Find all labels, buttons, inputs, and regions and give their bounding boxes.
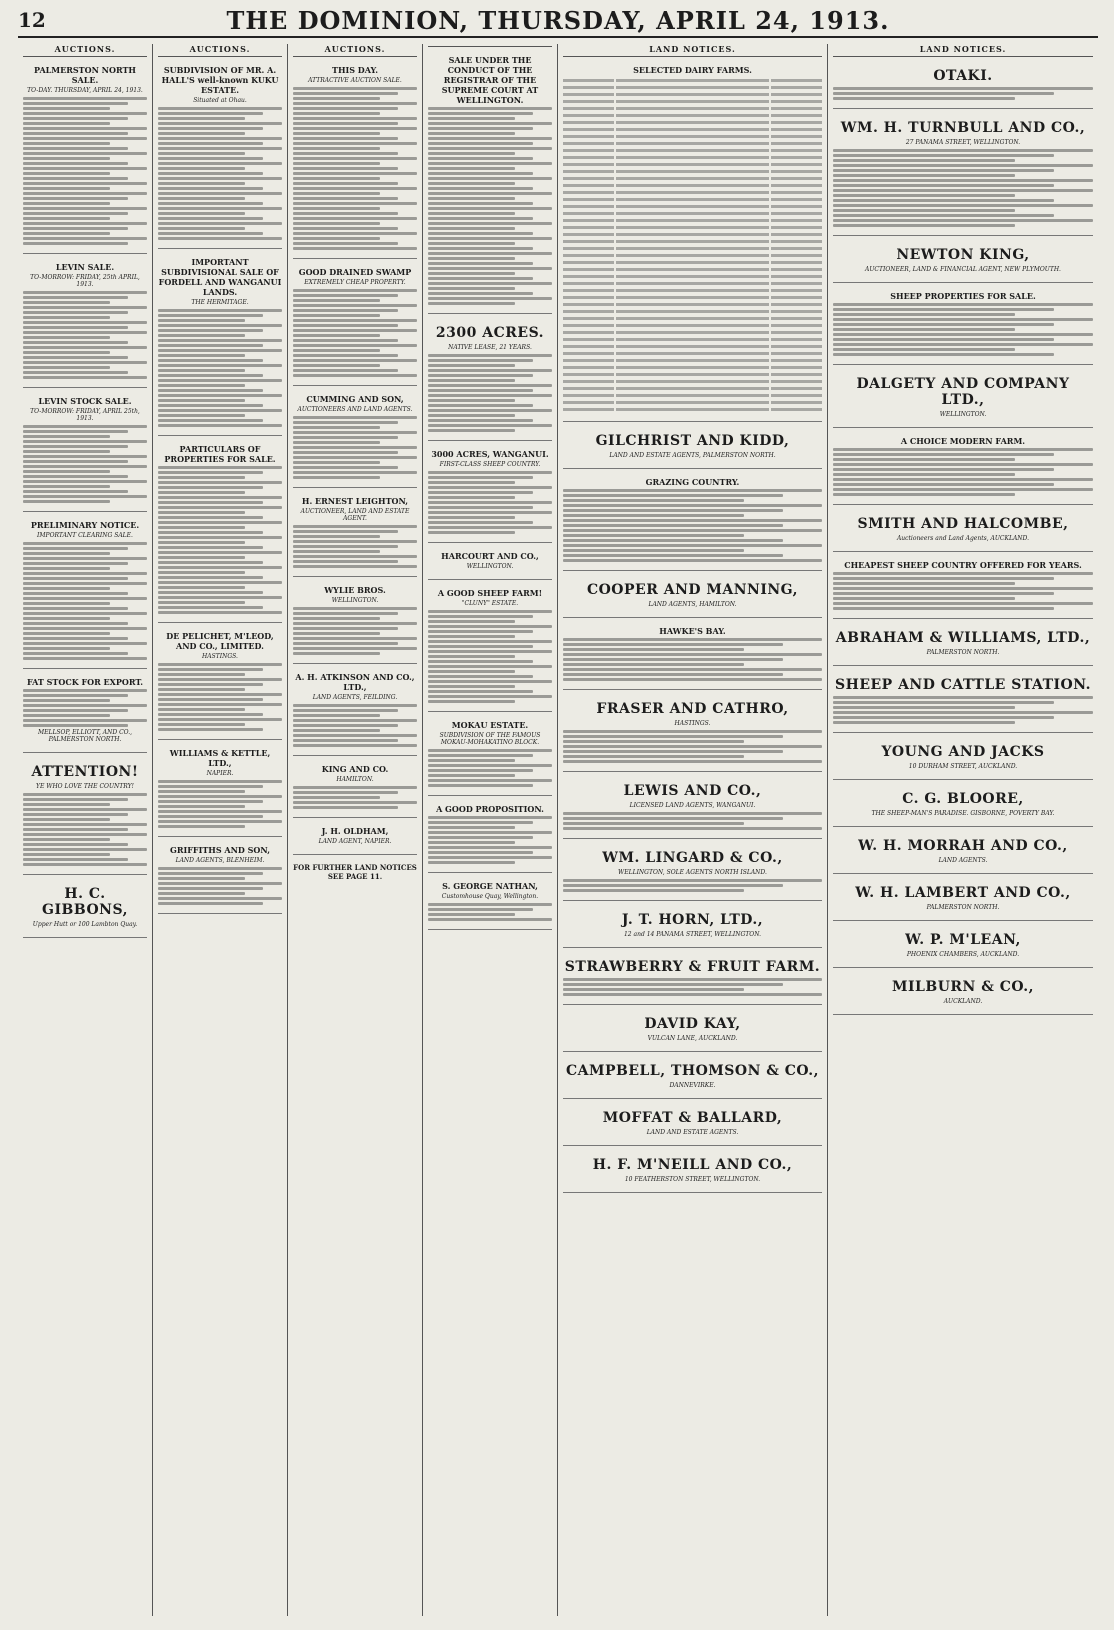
- ad-title: SUBDIVISION OF MR. A. HALL'S well-known KUKU ESTATE.: [161, 65, 279, 95]
- ad-block: [833, 623, 1093, 666]
- ad-title: J. H. OLDHAM,: [321, 826, 389, 836]
- ad-subtitle: Customhouse Quay, Wellington.: [441, 893, 539, 900]
- ad-title: SMITH AND HALCOMBE,: [857, 516, 1069, 532]
- ad-block: [563, 1150, 822, 1193]
- ad-block: [563, 776, 822, 839]
- masthead: [18, 6, 1098, 38]
- ad-title: IMPORTANT SUBDIVISIONAL SALE OF FORDELL AND WANGANUI LANDS.: [158, 257, 282, 297]
- ad-title: GOOD DRAINED SWAMP: [298, 267, 412, 277]
- ad-title: A. H. ATKINSON AND CO., LTD.,: [295, 672, 415, 692]
- ad-subtitle: WELLINGTON.: [331, 597, 379, 604]
- ad-title: LEWIS AND CO.,: [623, 783, 762, 799]
- ad-block: [563, 694, 822, 772]
- ad-block: [158, 61, 282, 249]
- ad-title: YOUNG AND JACKS: [881, 744, 1045, 760]
- column-sale-notices: [423, 44, 558, 1616]
- ad-title: SHEEP AND CATTLE STATION.: [834, 677, 1092, 693]
- ad-block: [158, 627, 282, 740]
- ad-block: [23, 516, 147, 669]
- ad-block: [428, 547, 552, 580]
- ad-title: ATTENTION!: [31, 764, 139, 780]
- ad-subtitle: TO-MORROW: FRIDAY, APRIL 25th, 1913.: [30, 408, 140, 422]
- ad-subtitle: LAND AGENTS, BLENHEIM.: [175, 857, 265, 864]
- ad-subtitle: LICENSED LAND AGENTS, WANGANUI.: [629, 802, 756, 809]
- ad-block: [428, 445, 552, 543]
- ad-subtitle: YE WHO LOVE THE COUNTRY!: [36, 783, 134, 790]
- ad-title: WYLIE BROS.: [324, 585, 386, 595]
- ad-block: [293, 61, 417, 259]
- ad-block: [428, 51, 552, 314]
- ad-subtitle: NATIVE LEASE, 21 YEARS.: [448, 344, 532, 351]
- ad-subtitle: IMPORTANT CLEARING SALE.: [37, 532, 133, 539]
- ad-title: FAT STOCK FOR EXPORT.: [26, 677, 144, 687]
- ad-subtitle: LAND AND ESTATE AGENTS, PALMERSTON NORTH.: [609, 452, 776, 459]
- ad-title: FRASER AND CATHRO,: [596, 701, 789, 717]
- ad-block: [563, 1056, 822, 1099]
- ad-title: STRAWBERRY & FRUIT FARM.: [564, 959, 821, 975]
- ad-subtitle: WELLINGTON.: [939, 411, 987, 418]
- newspaper-columns: [18, 44, 1098, 1616]
- ad-block: [563, 1009, 822, 1052]
- ad-title: W. H. LAMBERT AND CO.,: [855, 885, 1071, 901]
- ad-title: KING AND CO.: [321, 764, 389, 774]
- ad-block: [833, 831, 1093, 874]
- ad-title: J. T. HORN, LTD.,: [621, 912, 764, 928]
- ad-subtitle: AUCTIONEER, LAND & FINANCIAL AGENT, NEW PLYMOUTH.: [865, 266, 1061, 273]
- ad-subtitle: LAND AND ESTATE AGENTS.: [646, 1129, 739, 1136]
- ad-subtitle: TO-DAY. THURSDAY, APRIL 24, 1913.: [27, 87, 143, 94]
- ad-title: ABRAHAM & WILLIAMS, LTD.,: [835, 630, 1091, 646]
- ad-title: CAMPBELL, THOMSON & CO.,: [565, 1063, 820, 1079]
- ad-block: [563, 905, 822, 948]
- ad-block: [23, 673, 147, 753]
- ad-block: [833, 784, 1093, 827]
- column-land-notices-2: [828, 44, 1098, 1616]
- ad-block: [428, 800, 552, 873]
- ad-block: [563, 622, 822, 690]
- ad-title: PARTICULARS OF PROPERTIES FOR SALE.: [164, 444, 276, 464]
- ad-title: SALE UNDER THE CONDUCT OF THE REGISTRAR OF THE SUPREME COURT AT WELLINGTON.: [441, 55, 539, 105]
- ad-block: [428, 318, 552, 441]
- ad-title: H. C. GIBBONS,: [42, 886, 128, 918]
- ad-title: DAVID KAY,: [644, 1016, 741, 1032]
- column-heading: AUCTIONS.: [23, 44, 147, 57]
- ad-title: S. GEORGE NATHAN,: [442, 881, 538, 891]
- ad-subtitle: Auctioneers and Land Agents, AUCKLAND.: [896, 535, 1030, 542]
- ad-block: [293, 668, 417, 756]
- ad-title: GRAZING COUNTRY.: [645, 477, 740, 487]
- ad-block: [563, 575, 822, 618]
- ad-title: 2300 ACRES.: [435, 325, 545, 341]
- ad-subtitle: LAND AGENT, NAPIER.: [318, 838, 392, 845]
- ad-title: SHEEP PROPERTIES FOR SALE.: [890, 291, 1036, 301]
- ad-subtitle: ATTRACTIVE AUCTION SALE.: [308, 77, 402, 84]
- ad-subtitle: Upper Hutt or 100 Lambton Quay.: [32, 921, 138, 928]
- ad-title: LEVIN SALE.: [55, 262, 115, 272]
- ad-subtitle: AUCTIONEER, LAND AND ESTATE AGENT.: [300, 508, 410, 522]
- newspaper-title: THE DOMINION, THURSDAY, APRIL 24, 1913.: [226, 6, 890, 35]
- ad-subtitle: HASTINGS.: [674, 720, 711, 727]
- ad-subtitle: LAND AGENTS, FEILDING.: [312, 694, 398, 701]
- ad-subtitle: DANNEVIRKE.: [669, 1082, 716, 1089]
- ad-subtitle: PHOENIX CHAMBERS, AUCKLAND.: [906, 951, 1020, 958]
- ad-block: [23, 757, 147, 875]
- ad-block: [428, 716, 552, 796]
- ad-block: [158, 253, 282, 436]
- ad-block: [833, 925, 1093, 968]
- ad-subtitle: VULCAN LANE, AUCKLAND.: [647, 1035, 738, 1042]
- ad-title: COOPER AND MANNING,: [586, 582, 799, 598]
- ad-title: NEWTON KING,: [896, 247, 1030, 263]
- column-heading: LAND NOTICES.: [563, 44, 822, 57]
- column-land-notices-1: [558, 44, 828, 1616]
- ad-title: CHEAPEST SHEEP COUNTRY OFFERED FOR YEARS.: [844, 560, 1082, 570]
- ad-block: [563, 843, 822, 901]
- ad-subtitle: FIRST-CLASS SHEEP COUNTRY.: [439, 461, 541, 468]
- ad-block: [563, 1103, 822, 1146]
- column-auctions-2: [153, 44, 288, 1616]
- ad-title: OTAKI.: [933, 68, 993, 84]
- ad-title: SELECTED DAIRY FARMS.: [633, 65, 752, 75]
- ad-subtitle: HAMILTON.: [336, 776, 374, 783]
- ad-title: WILLIAMS & KETTLE, LTD.,: [169, 748, 271, 768]
- ad-title: H. F. M'NEILL AND CO.,: [592, 1157, 793, 1173]
- ad-title: GILCHRIST AND KIDD,: [595, 433, 790, 449]
- ad-block: [833, 432, 1093, 505]
- ad-subtitle: WELLINGTON, SOLE AGENTS NORTH ISLAND.: [618, 869, 767, 876]
- ad-subtitle: "CLUNY" ESTATE.: [461, 600, 519, 607]
- ad-subtitle: MELLSOP, ELLIOTT, AND CO., PALMERSTON NORTH.: [37, 729, 133, 743]
- ad-subtitle: HASTINGS.: [202, 653, 238, 660]
- ad-block: [833, 972, 1093, 1015]
- page-number: 12: [18, 8, 46, 32]
- ad-title: HAWKE'S BAY.: [659, 626, 726, 636]
- ad-subtitle: AUCKLAND.: [943, 998, 983, 1005]
- ad-title: 3000 ACRES, WANGANUI.: [431, 449, 549, 459]
- column-heading: AUCTIONS.: [293, 44, 417, 57]
- ad-title: WM. H. TURNBULL AND CO.,: [840, 120, 1086, 136]
- ad-subtitle: PALMERSTON NORTH.: [926, 649, 1000, 656]
- ad-subtitle: PALMERSTON NORTH.: [926, 904, 1000, 911]
- ad-title: WM. LINGARD & CO.,: [602, 850, 783, 866]
- ad-title: A CHOICE MODERN FARM.: [900, 436, 1026, 446]
- ad-block: [158, 744, 282, 837]
- ad-title: PRELIMINARY NOTICE.: [30, 520, 140, 530]
- ad-block: [833, 287, 1093, 365]
- column-auctions-3: [288, 44, 423, 1616]
- ad-subtitle: SUBDIVISION OF THE FAMOUS MOKAU-MOHAKATINO BLOCK.: [439, 732, 541, 746]
- ad-block: [833, 369, 1093, 428]
- ad-subtitle: 10 FEATHERSTON STREET, WELLINGTON.: [624, 1176, 761, 1183]
- ad-block: [833, 509, 1093, 552]
- ad-title: LEVIN STOCK SALE.: [38, 396, 132, 406]
- ad-block: [833, 670, 1093, 733]
- ad-subtitle: EXTREMELY CHEAP PROPERTY.: [304, 279, 406, 286]
- ad-title: THIS DAY.: [331, 65, 379, 75]
- ad-title: A GOOD SHEEP FARM!: [437, 588, 543, 598]
- ad-block: [563, 426, 822, 469]
- ad-subtitle: 10 DURHAM STREET, AUCKLAND.: [908, 763, 1018, 770]
- ad-block: [563, 473, 822, 571]
- ad-block: [158, 440, 282, 623]
- ad-subtitle: 27 PANAMA STREET, WELLINGTON.: [905, 139, 1021, 146]
- ad-title: DE PELICHET, M'LEOD, AND CO., LIMITED.: [166, 631, 274, 651]
- ad-block: [23, 392, 147, 512]
- ad-block: [23, 61, 147, 254]
- ad-title: H. ERNEST LEIGHTON,: [301, 496, 409, 506]
- column-heading: LAND NOTICES.: [833, 44, 1093, 57]
- ad-title: GRIFFITHS AND SON,: [170, 845, 270, 855]
- ad-block: [293, 822, 417, 855]
- ad-subtitle: THE HERMITAGE.: [191, 299, 249, 306]
- ad-block: [833, 113, 1093, 236]
- ad-block: [833, 556, 1093, 619]
- ad-title: MOFFAT & BALLARD,: [602, 1110, 783, 1126]
- ad-subtitle: WELLINGTON.: [466, 563, 514, 570]
- ad-block: [833, 737, 1093, 780]
- ad-block: [293, 263, 417, 386]
- ad-subtitle: LAND AGENTS.: [938, 857, 988, 864]
- ad-block: [563, 61, 822, 422]
- ad-block: [293, 581, 417, 664]
- ad-block: [833, 878, 1093, 921]
- ad-subtitle: THE SHEEP-MAN'S PARADISE. GISBORNE, POVERTY BAY.: [871, 810, 1055, 817]
- ad-block: [293, 390, 417, 488]
- ad-subtitle: 12 and 14 PANAMA STREET, WELLINGTON.: [623, 931, 761, 938]
- page-reference-note: FOR FURTHER LAND NOTICES SEE PAGE 11.: [293, 863, 417, 881]
- ad-block: [293, 492, 417, 577]
- ad-block: [293, 760, 417, 818]
- ad-block: [23, 879, 147, 938]
- ad-subtitle: NAPIER.: [206, 770, 234, 777]
- ad-block: [563, 952, 822, 1005]
- ad-title: HARCOURT AND CO.,: [441, 551, 539, 561]
- ad-title: MILBURN & CO.,: [891, 979, 1035, 995]
- ad-subtitle: TO-MORROW: FRIDAY, 25th APRIL, 1913.: [30, 274, 140, 288]
- ad-block: [833, 61, 1093, 109]
- ad-title: CUMMING AND SON,: [306, 394, 404, 404]
- column-heading: AUCTIONS.: [158, 44, 282, 57]
- ad-subtitle: AUCTIONEERS AND LAND AGENTS.: [297, 406, 413, 413]
- ad-title: PALMERSTON NORTH SALE.: [34, 65, 136, 85]
- ad-block: [23, 258, 147, 388]
- ad-title: DALGETY AND COMPANY LTD.,: [856, 376, 1070, 408]
- ad-title: C. G. BLOORE,: [902, 791, 1024, 807]
- ad-block: [428, 584, 552, 712]
- ad-title: A GOOD PROPOSITION.: [436, 804, 544, 814]
- ad-block: [428, 877, 552, 930]
- ad-title: W. P. M'LEAN,: [905, 932, 1021, 948]
- column-auctions-1: [18, 44, 153, 1616]
- ad-block: [158, 841, 282, 914]
- ad-subtitle: Situated at Ohau.: [193, 97, 247, 104]
- column-heading: [428, 44, 552, 47]
- ad-title: MOKAU ESTATE.: [451, 720, 529, 730]
- ad-block: [833, 240, 1093, 283]
- ad-title: W. H. MORRAH AND CO.,: [858, 838, 1068, 854]
- ad-subtitle: LAND AGENTS, HAMILTON.: [648, 601, 737, 608]
